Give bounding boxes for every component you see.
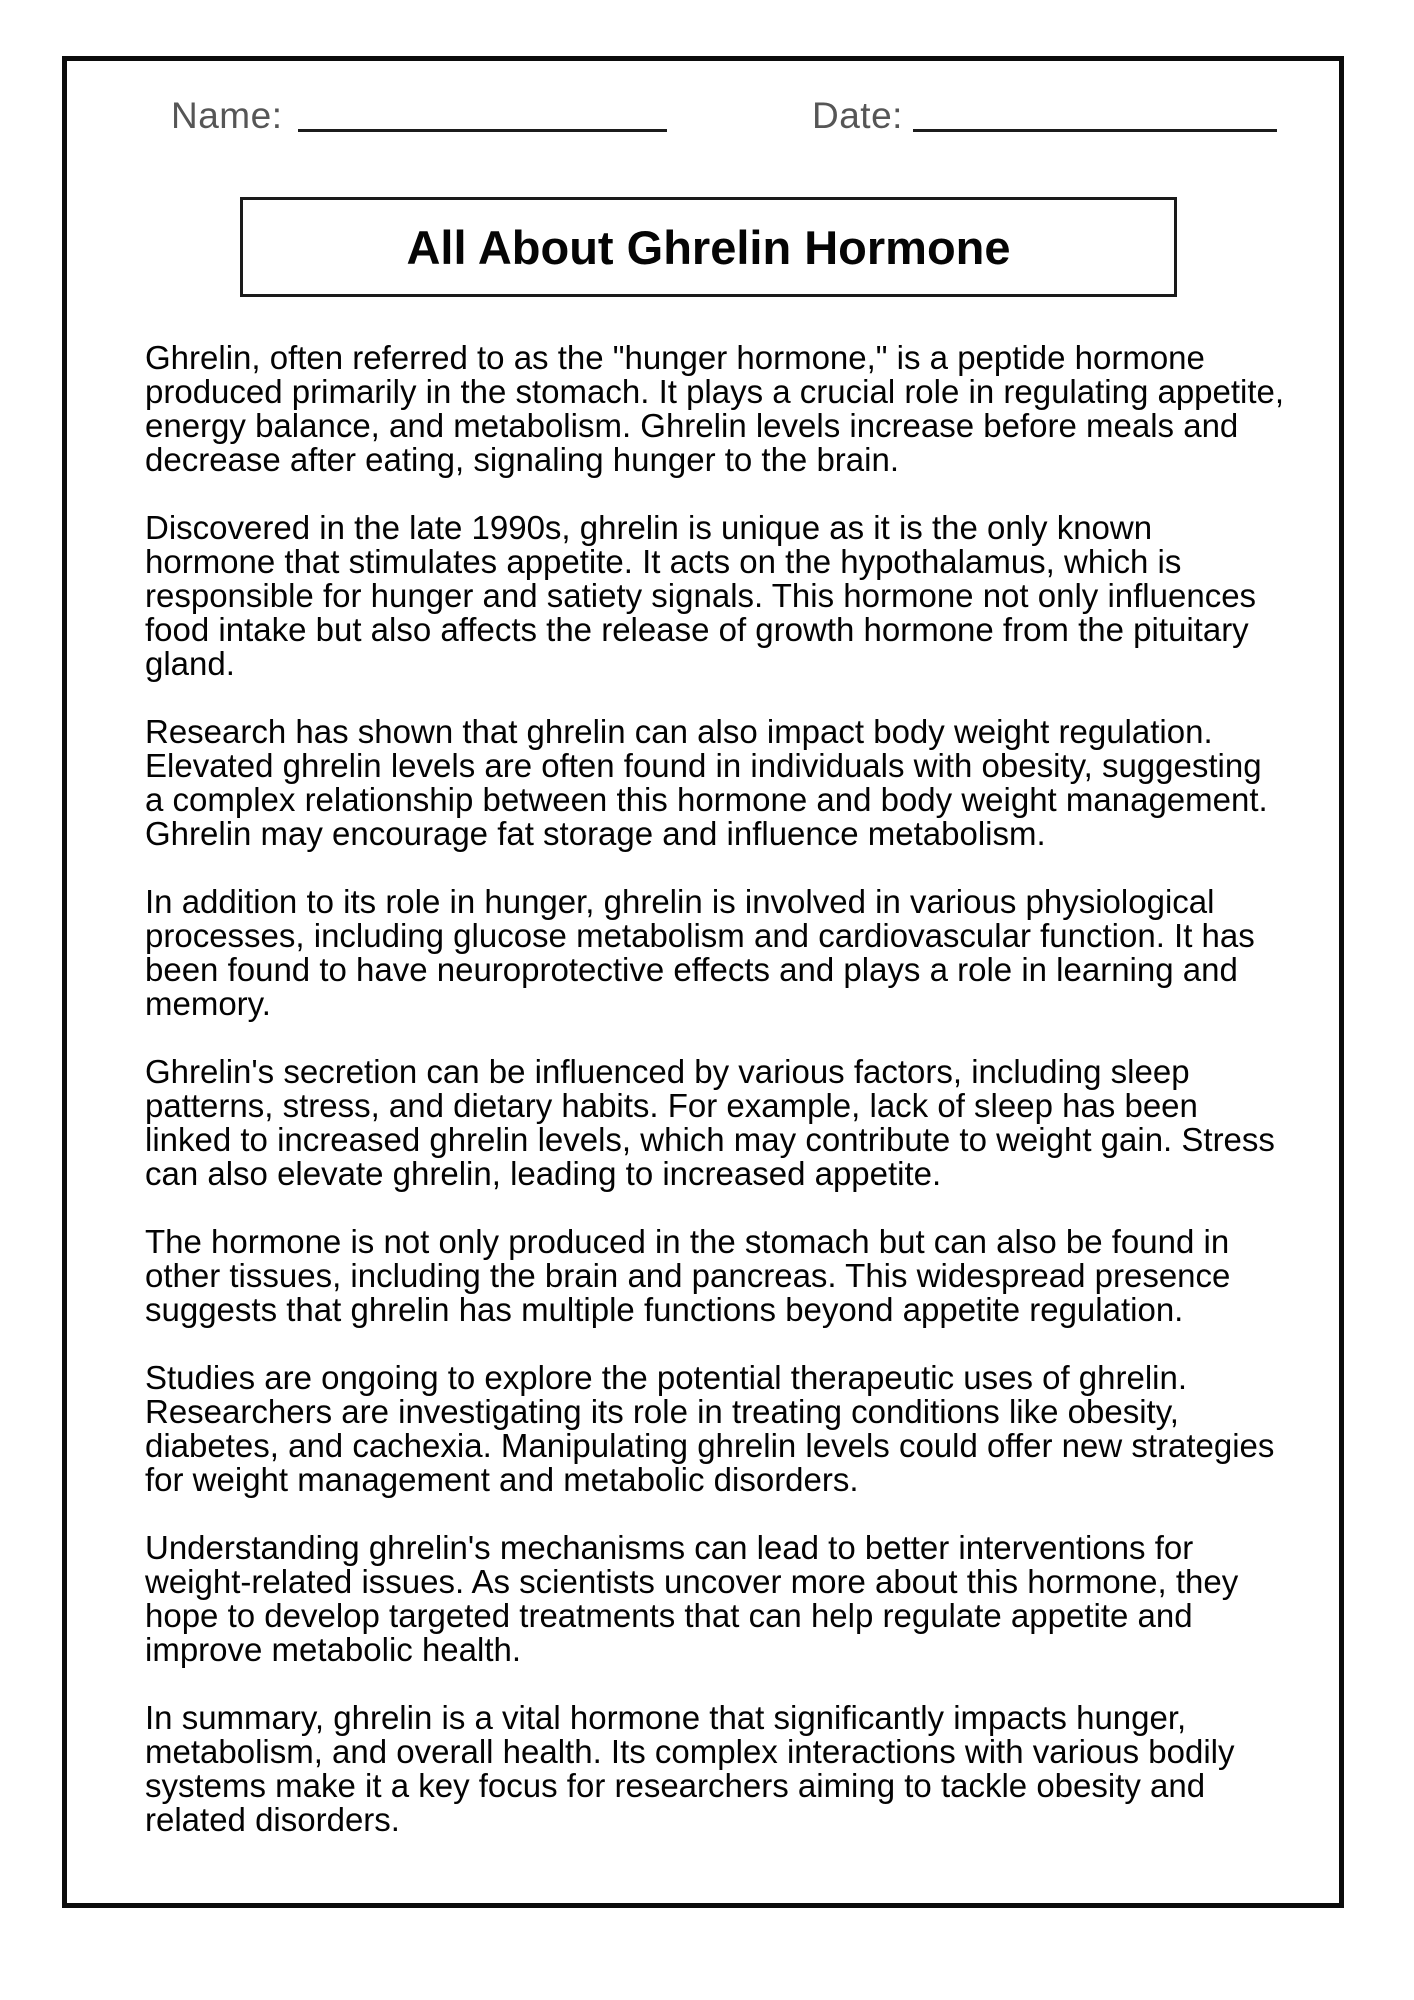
paragraph-tissues: The hormone is not only produced in the stomach but can also be found in other tissues, including the brain and pancreas. This widespread presence suggests that ghrelin has multiple functions beyond appetite regulation. — [145, 1223, 1231, 1328]
name-blank-line — [298, 129, 667, 132]
paragraph-weight-research: Research has shown that ghrelin can also impact body weight regulation. Elevated ghrelin levels are often found in individuals with obesity, suggesting a complex relationship between this hormone and body weight management. Ghrelin may encourage fat storage and influence metabolism. — [145, 713, 1268, 852]
date-blank-line — [913, 129, 1277, 132]
paragraph-intro: Ghrelin, often referred to as the "hunger hormone," is a peptide hormone produced primarily in the stomach. It plays a crucial role in regulating appetite, energy balance, and metabolism. Ghrelin levels increase before meals and decrease after eating, signaling hunger to the brain. — [145, 339, 1285, 478]
paragraph-discovery: Discovered in the late 1990s, ghrelin is unique as it is the only known hormone that stimulates appetite. It acts on the hypothalamus, which is responsible for hunger and satiety signals. This hormone not only influences food intake but also affects the release of growth hormone from the pituitary gland. — [145, 509, 1257, 682]
article-body — [145, 341, 1285, 1871]
paragraph-physiology: In addition to its role in hunger, ghrelin is involved in various physiological processes, including glucose metabolism and cardiovascular function. It has been found to have neuroprotective effects and plays a role in learning and memory. — [145, 883, 1255, 1022]
paragraph-summary: In summary, ghrelin is a vital hormone that significantly impacts hunger, metabolism, and overall health. Its complex interactions with various bodily systems make it a key focus for researchers aiming to tackle obesity and related disorders. — [145, 1699, 1235, 1838]
title-box — [240, 197, 1177, 297]
paragraph-mechanisms: Understanding ghrelin's mechanisms can lead to better interventions for weight-related issues. As scientists uncover more about this hormone, they hope to develop targeted treatments that can help regulate appetite and improve metabolic health. — [145, 1529, 1239, 1668]
date-field-label: Date: — [812, 95, 903, 136]
paragraph-studies: Studies are ongoing to explore the potential therapeutic uses of ghrelin. Researchers are investigating its role in treating conditions like obesity, diabetes, and cachexia. Manipulating ghrelin levels could offer new strategies for weight management and metabolic disorders. — [145, 1359, 1275, 1498]
name-field-label: Name: — [171, 95, 283, 136]
paragraph-secretion: Ghrelin's secretion can be influenced by various factors, including sleep patterns, stress, and dietary habits. For example, lack of sleep has been linked to increased ghrelin levels, which may contribute to weight gain. Stress can also elevate ghrelin, leading to increased appetite. — [145, 1053, 1275, 1192]
page-title: All About Ghrelin Hormone — [406, 220, 1011, 274]
